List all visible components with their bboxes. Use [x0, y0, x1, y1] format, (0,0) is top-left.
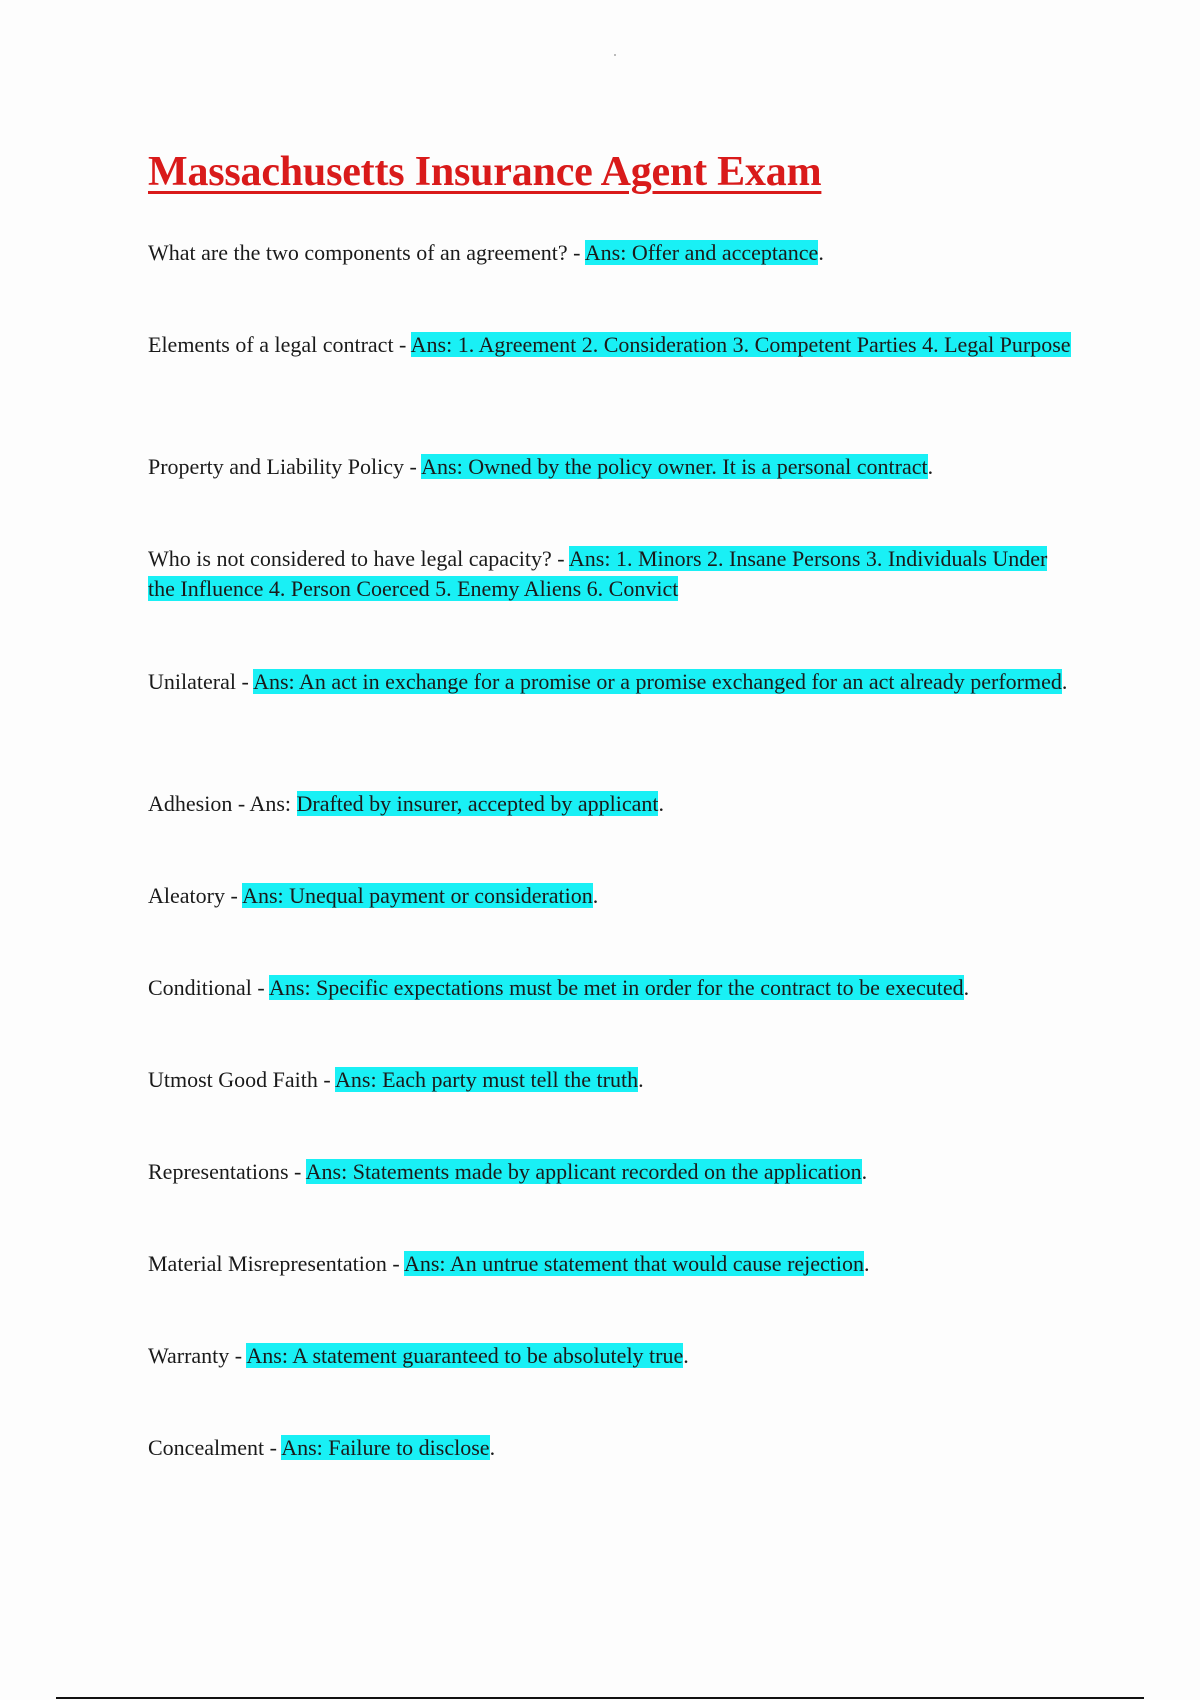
- qa-item: [148, 544, 1078, 604]
- question-text: Elements of a legal contract -: [148, 332, 411, 357]
- qa-item: [148, 1249, 1078, 1279]
- answer-suffix: .: [683, 1343, 689, 1368]
- answer-highlight: Ans: Unequal payment or consideration: [242, 883, 593, 908]
- question-text: Who is not considered to have legal capacity? -: [148, 546, 569, 571]
- page-title: Massachusetts Insurance Agent Exam: [148, 149, 822, 195]
- question-text: Property and Liability Policy -: [148, 454, 422, 479]
- question-text: Concealment -: [148, 1435, 282, 1460]
- answer-suffix: .: [489, 1435, 496, 1460]
- qa-item: [148, 973, 1078, 1003]
- qa-item: [148, 452, 1078, 482]
- answer-highlight: Ans: An act in exchange for a promise or a promise exchanged for an act already performed: [253, 669, 1062, 694]
- page-bottom-rule: [56, 1697, 1144, 1699]
- qa-item: [148, 881, 1078, 911]
- answer-highlight: Ans: An untrue statement that would cause rejection: [403, 1251, 865, 1276]
- answer-suffix: .: [963, 975, 970, 1000]
- qa-item: [148, 238, 1078, 268]
- answer-suffix: .: [638, 1067, 644, 1092]
- answer-highlight: Ans: Failure to disclose: [281, 1435, 490, 1460]
- question-text: What are the two components of an agreement? -: [148, 240, 585, 265]
- answer-highlight: Ans: 1. Minors 2. Insane Persons 3. Individuals Under the Influence 4. Person Coerced 5. Enemy Aliens 6. Convict: [148, 546, 1048, 601]
- question-text: Unilateral -: [148, 669, 254, 694]
- question-text: Representations -: [148, 1159, 306, 1184]
- answer-highlight: Ans: Specific expectations must be met in order for the contract to be executed: [269, 975, 964, 1000]
- question-text: Utmost Good Faith -: [148, 1067, 336, 1092]
- question-text: Adhesion - Ans:: [148, 791, 297, 816]
- answer-highlight: Ans: Each party must tell the truth: [335, 1067, 639, 1092]
- answer-suffix: .: [864, 1251, 870, 1276]
- answer-highlight: Ans: Offer and acceptance: [584, 240, 819, 265]
- answer-suffix: .: [1061, 669, 1068, 694]
- scan-speck: [614, 54, 616, 56]
- question-text: Warranty -: [148, 1343, 247, 1368]
- question-text: Material Misrepresentation -: [148, 1251, 404, 1276]
- qa-item: [148, 667, 1078, 697]
- answer-suffix: .: [818, 240, 824, 265]
- answer-highlight: Ans: A statement guaranteed to be absolutely true: [246, 1343, 684, 1368]
- question-text: Aleatory -: [148, 883, 243, 908]
- answer-highlight: Ans: Statements made by applicant recorded on the application: [305, 1159, 862, 1184]
- qa-item: [148, 1157, 1078, 1187]
- answer-suffix: .: [592, 883, 599, 908]
- answer-highlight: Drafted by insurer, accepted by applicant: [296, 791, 659, 816]
- qa-item: [148, 1433, 1078, 1463]
- qa-item: [148, 330, 1078, 360]
- answer-suffix: .: [861, 1159, 868, 1184]
- qa-item: [148, 789, 1078, 819]
- answer-highlight: Ans: 1. Agreement 2. Consideration 3. Competent Parties 4. Legal Purpose: [410, 332, 1071, 357]
- answer-suffix: .: [658, 791, 664, 816]
- answer-suffix: .: [927, 454, 934, 479]
- question-text: Conditional -: [148, 975, 269, 1000]
- answer-highlight: Ans: Owned by the policy owner. It is a personal contract: [421, 454, 928, 479]
- qa-item: [148, 1065, 1078, 1095]
- qa-item: [148, 1341, 1078, 1371]
